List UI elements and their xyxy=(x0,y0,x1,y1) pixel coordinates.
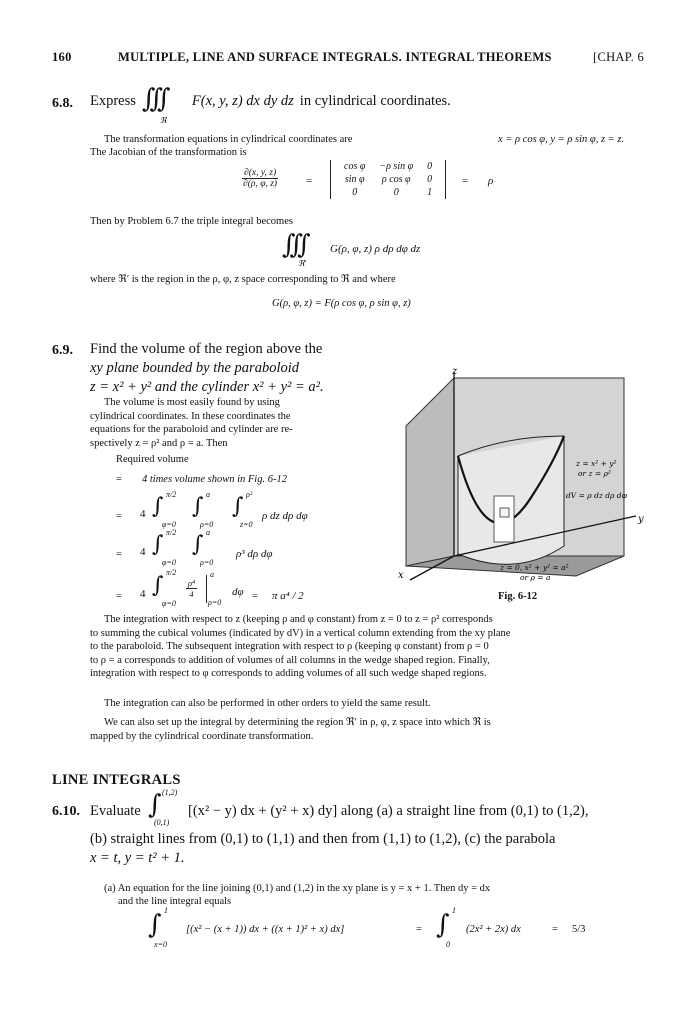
coefficient: 4 xyxy=(140,546,146,558)
limit-upper: π/2 xyxy=(166,490,177,499)
region-symbol: ℜ′ xyxy=(298,259,307,268)
dv-label: dV = ρ dz dρ dφ xyxy=(566,491,627,500)
matrix-cell: 1 xyxy=(427,187,433,198)
equals-sign: = xyxy=(306,175,313,187)
statement-text: Evaluate xyxy=(90,803,141,819)
integrand: [(x² − (x + 1)) dx + ((x + 1)² + x) dx] xyxy=(186,924,345,935)
limit-upper: π/2 xyxy=(166,568,177,577)
problem-number: 6.9. xyxy=(52,343,73,358)
matrix-cell: sin φ xyxy=(344,174,365,185)
text-line: integration with respect to φ corresponds to adding volumes of all such wedge shaped regions. xyxy=(90,668,487,679)
jacobian-result: ρ xyxy=(488,175,494,187)
limit-lower: φ=0 xyxy=(162,558,176,567)
limit-lower: 0 xyxy=(446,940,450,949)
limit-upper: 1 xyxy=(164,906,168,915)
paragraph xyxy=(90,716,650,743)
limit-lower: ρ=0 xyxy=(200,520,214,529)
text-line: Then by Problem 6.7 the triple integral becomes xyxy=(90,216,293,227)
text-line: cylindrical coordinates. In these coordinates the xyxy=(90,410,291,422)
text-line: The Jacobian of the transformation is xyxy=(90,147,247,158)
equals-sign: = xyxy=(116,474,122,485)
paragraph: The integration can also be performed in other orders to yield the same result. xyxy=(104,698,431,709)
limit-lower: (0,1) xyxy=(154,818,170,827)
text-line: We can also set up the integral by determining the region ℜ′ in ρ, φ, z space into which ℜ is xyxy=(104,717,491,728)
matrix-cell: 0 xyxy=(427,161,433,172)
paragraph xyxy=(90,613,650,681)
statement-line: Find the volume of the region above the xyxy=(90,341,323,357)
transformation-eqs: x = ρ cos φ, y = ρ sin φ, z = z. xyxy=(498,134,625,145)
text-line: to the paraboloid. The subsequent integration with respect to ρ (keeping φ constant) from ρ = 0 xyxy=(90,641,489,652)
region-symbol: ℜ xyxy=(159,116,167,125)
text-line: (a) An equation for the line joining (0,1) and (1,2) in the xy plane is y = x + 1. Then dy = dx xyxy=(104,883,491,894)
limit-lower: ρ=0 xyxy=(200,558,214,567)
text-line: equations for the paraboloid and cylinder are re- xyxy=(90,424,293,435)
limit-upper: a xyxy=(206,490,210,499)
running-title: MULTIPLE, LINE AND SURFACE INTEGRALS. INTEGRAL THEOREMS xyxy=(118,50,552,64)
triple-integral-expr: ∫ π/2 φ=0 ∫ a ρ=0 ∫ ρ² z=0 xyxy=(152,490,253,529)
paraboloid-label-alt: or z = ρ² xyxy=(578,469,611,478)
limit-lower: x=0 xyxy=(154,940,167,949)
paraboloid-label: z = x² + y² xyxy=(576,459,617,468)
coefficient: 4 xyxy=(140,588,146,600)
integrand: (2x² + 2x) dx xyxy=(466,924,521,935)
g-definition: G(ρ, φ, z) = F(ρ cos φ, ρ sin φ, z) xyxy=(272,298,411,309)
limit-lower: φ=0 xyxy=(162,520,176,529)
figure-caption: Fig. 6-12 xyxy=(498,591,538,602)
text-line: spectively z = ρ² and ρ = a. Then xyxy=(90,437,228,449)
statement-line: [(x² − y) dx + (y² + x) dy] along (a) a straight line from (0,1) to (1,2), xyxy=(188,803,589,819)
equals-sign: = xyxy=(116,549,122,560)
chapter-label: [CHAP. 6 xyxy=(593,50,645,64)
cylinder-label: z = 0, x² + y² = a² xyxy=(500,563,569,572)
problem-statement xyxy=(90,340,390,397)
result: π a⁴ / 2 xyxy=(272,590,304,602)
text-line: The transformation equations in cylindrical coordinates are xyxy=(104,134,353,145)
figure-6-12 xyxy=(396,366,650,588)
statement-text: in cylindrical coordinates. xyxy=(299,92,451,109)
statement-line: (b) straight lines from (0,1) to (1,1) and then from (1,1) to (1,2), (c) the parabola xyxy=(90,831,556,847)
matrix-cell: −ρ sin φ xyxy=(379,161,414,172)
limit-lower: z=0 xyxy=(240,520,253,529)
axis-label-x: x xyxy=(398,570,404,581)
text-line: to ρ = a corresponds to addition of volumes of all columns in the wedge shaped region. Finally, xyxy=(90,654,490,666)
limit-upper: π/2 xyxy=(166,528,177,537)
problem-number: 6.8. xyxy=(52,96,73,111)
limit-upper: (1,2) xyxy=(162,788,178,797)
equals-sign: = xyxy=(116,591,122,602)
integrand: F(x, y, z) dx dy dz xyxy=(191,92,294,109)
coefficient: 4 xyxy=(140,508,146,520)
axis-label-z: z xyxy=(452,366,458,377)
statement-line: x = t, y = t² + 1. xyxy=(90,850,185,866)
integral-sign: ∫ 1 0 xyxy=(436,906,456,949)
limit-upper: a xyxy=(210,570,214,579)
text-line: where ℜ′ is the region in the ρ, φ, z space corresponding to ℜ and where xyxy=(90,274,396,285)
result: 5/3 xyxy=(572,924,586,935)
triple-integral-sign: ∫∫∫ ℜ′ xyxy=(282,230,307,268)
statement-line: xy plane bounded by the paraboloid xyxy=(90,360,299,376)
jacobian-fraction xyxy=(242,168,278,191)
single-integral-expr: ∫ π/2 φ=0 $\frac{\text{ρ⁴}}{4}$ a ρ=0 dφ xyxy=(152,568,244,608)
statement-text: Express xyxy=(90,92,136,109)
text-line: and the line integral equals xyxy=(118,896,232,907)
integrand: G(ρ, φ, z) ρ dρ dφ dz xyxy=(330,243,421,255)
axis-label-y: y xyxy=(638,514,644,525)
cylinder-label-alt: or ρ = a xyxy=(520,573,551,582)
step-text: 4 times volume shown in Fig. 6-12 xyxy=(142,474,287,485)
jacobian-determinant xyxy=(330,160,446,199)
explanation xyxy=(90,396,382,450)
matrix-cell: 0 xyxy=(427,174,433,185)
text-line: Required volume xyxy=(116,454,189,465)
text-line: mapped by the cylindrical coordinate transformation. xyxy=(90,730,314,742)
matrix-cell: cos φ xyxy=(344,161,366,172)
triple-integral-sign: ∫∫∫ ℜ xyxy=(142,84,186,118)
integral-sign: ∫ 1 x=0 xyxy=(148,906,168,949)
equals-sign: = xyxy=(416,924,422,935)
text-line: The volume is most easily found by using xyxy=(104,397,280,408)
problem-statement xyxy=(90,84,451,125)
equals-sign: = xyxy=(552,924,558,935)
limit-upper: ρ² xyxy=(246,490,253,499)
equals-sign: = xyxy=(116,511,122,522)
matrix-cell: 0 xyxy=(352,187,358,198)
jacobian-denominator: ∂(ρ, φ, z) xyxy=(243,179,278,189)
jacobian-numerator: ∂(x, y, z) xyxy=(244,168,277,178)
integrand: ρ dz dρ dφ xyxy=(262,510,308,522)
text-line: The integration with respect to z (keeping ρ and φ constant) from z = 0 to z = ρ² corresponds xyxy=(104,614,493,625)
limit-lower: φ=0 xyxy=(162,599,176,608)
double-integral-expr: ∫ π/2 φ=0 ∫ a ρ=0 xyxy=(152,528,214,567)
page-number: 160 xyxy=(52,50,72,64)
limit-lower: ρ=0 xyxy=(208,598,222,607)
statement-line: z = x² + y² and the cylinder x² + y² = a². xyxy=(90,379,324,395)
integrand: ρ³ dρ dφ xyxy=(236,548,273,560)
matrix-cell: 0 xyxy=(393,187,399,198)
section-heading: LINE INTEGRALS xyxy=(52,772,181,788)
limit-upper: a xyxy=(206,528,210,537)
equals-sign: = xyxy=(252,591,258,602)
matrix-cell: ρ cos φ xyxy=(381,174,411,185)
limit-upper: 1 xyxy=(452,906,456,915)
problem-number: 6.10. xyxy=(52,804,80,819)
line-integral-sign: ∫ (1,2) (0,1) xyxy=(148,788,178,827)
equals-sign: = xyxy=(462,175,469,187)
text-line: to summing the cubical volumes (indicated by dV) in a vertical column extending from the xy plane xyxy=(90,627,511,639)
